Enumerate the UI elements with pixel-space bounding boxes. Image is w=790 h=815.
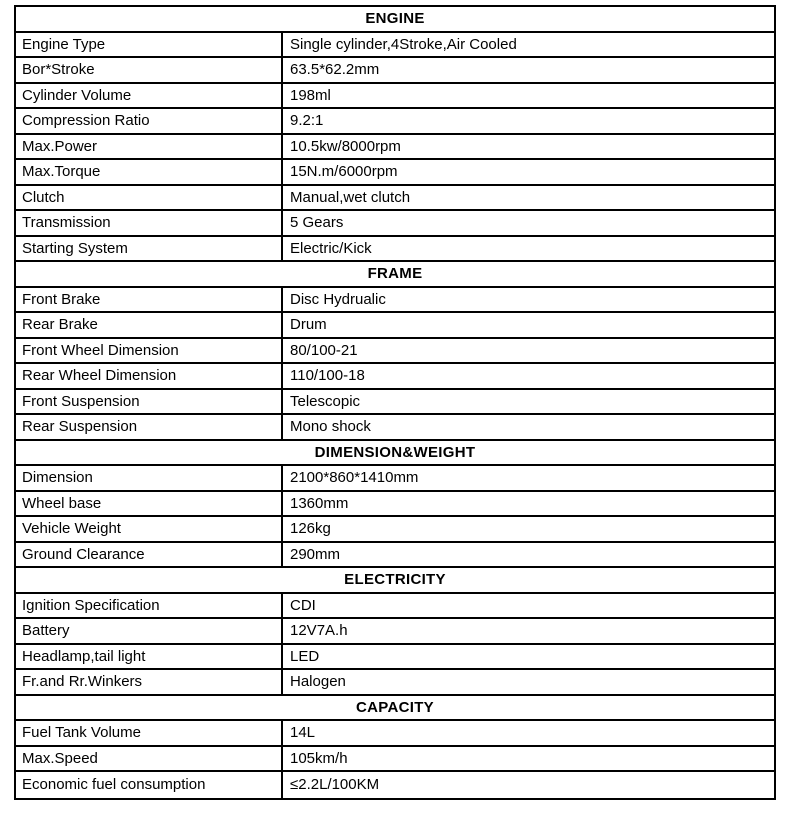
spec-row — [16, 670, 774, 696]
spec-label: Wheel base — [16, 492, 283, 516]
spec-value: Electric/Kick — [290, 239, 372, 257]
spec-row — [16, 543, 774, 569]
spec-label: Cylinder Volume — [16, 84, 283, 108]
spec-row — [16, 58, 774, 84]
spec-value: Manual,wet clutch — [290, 188, 411, 206]
spec-row — [16, 33, 774, 59]
section-header: ELECTRICITY — [16, 568, 774, 594]
spec-value: LED — [290, 647, 320, 665]
spec-row — [16, 594, 774, 620]
spec-label: Fuel Tank Volume — [16, 721, 283, 745]
spec-table — [14, 5, 776, 800]
section-header: CAPACITY — [16, 696, 774, 722]
spec-label: Rear Wheel Dimension — [16, 364, 283, 388]
spec-row — [16, 313, 774, 339]
spec-value: 12V7A.h — [290, 622, 348, 640]
spec-label: Vehicle Weight — [16, 517, 283, 541]
spec-value: 10.5kw/8000rpm — [290, 137, 401, 155]
spec-row — [16, 517, 774, 543]
spec-row — [16, 619, 774, 645]
spec-label: Front Suspension — [16, 390, 283, 414]
spec-label: Economic fuel consumption — [16, 772, 283, 798]
spec-label: Front Brake — [16, 288, 283, 312]
spec-label: Dimension — [16, 466, 283, 490]
spec-label: Rear Brake — [16, 313, 283, 337]
spec-label: Max.Torque — [16, 160, 283, 184]
spec-value: 2100*860*1410mm — [290, 469, 419, 487]
spec-label: Transmission — [16, 211, 283, 235]
spec-value: CDI — [290, 596, 316, 614]
spec-label: Front Wheel Dimension — [16, 339, 283, 363]
spec-row — [16, 492, 774, 518]
spec-row — [16, 237, 774, 263]
spec-row — [16, 772, 774, 798]
spec-value: Halogen — [290, 673, 346, 691]
spec-label: Max.Speed — [16, 747, 283, 771]
spec-value: 14L — [290, 724, 316, 742]
spec-value: 290mm — [290, 545, 341, 563]
spec-row — [16, 288, 774, 314]
spec-value: Drum — [290, 316, 327, 334]
spec-value: 198ml — [290, 86, 331, 104]
spec-value: 126kg — [290, 520, 331, 538]
spec-row — [16, 390, 774, 416]
spec-row — [16, 109, 774, 135]
spec-value: 110/100-18 — [290, 367, 365, 385]
spec-label: Rear Suspension — [16, 415, 283, 439]
spec-label: Starting System — [16, 237, 283, 261]
spec-label: Clutch — [16, 186, 283, 210]
spec-row — [16, 211, 774, 237]
spec-label: Battery — [16, 619, 283, 643]
spec-row — [16, 160, 774, 186]
spec-row — [16, 721, 774, 747]
spec-value: Disc Hydrualic — [290, 290, 386, 308]
spec-value: Telescopic — [290, 392, 361, 410]
spec-value: 105km/h — [290, 749, 348, 767]
spec-label: Bor*Stroke — [16, 58, 283, 82]
spec-value: 15N.m/6000rpm — [290, 163, 398, 181]
spec-row — [16, 135, 774, 161]
spec-value: 80/100-21 — [290, 341, 358, 359]
spec-label: Fr.and Rr.Winkers — [16, 670, 283, 694]
spec-value: Mono shock — [290, 418, 371, 436]
spec-value: ≤2.2L/100KM — [290, 776, 380, 794]
spec-value: 9.2:1 — [290, 112, 324, 130]
spec-row — [16, 186, 774, 212]
spec-value: 1360mm — [290, 494, 349, 512]
section-header: DIMENSION&WEIGHT — [16, 441, 774, 467]
spec-row — [16, 466, 774, 492]
spec-row — [16, 747, 774, 773]
spec-label: Compression Ratio — [16, 109, 283, 133]
spec-value: Single cylinder,4Stroke,Air Cooled — [290, 35, 517, 53]
spec-label: Headlamp,tail light — [16, 645, 283, 669]
spec-value: 5 Gears — [290, 214, 344, 232]
spec-label: Max.Power — [16, 135, 283, 159]
spec-row — [16, 364, 774, 390]
spec-value: 63.5*62.2mm — [290, 61, 380, 79]
spec-row — [16, 415, 774, 441]
spec-row — [16, 84, 774, 110]
spec-label: Ignition Specification — [16, 594, 283, 618]
section-header: FRAME — [16, 262, 774, 288]
spec-label: Ground Clearance — [16, 543, 283, 567]
section-header: ENGINE — [16, 7, 774, 33]
spec-row — [16, 645, 774, 671]
spec-label: Engine Type — [16, 33, 283, 57]
spec-row — [16, 339, 774, 365]
